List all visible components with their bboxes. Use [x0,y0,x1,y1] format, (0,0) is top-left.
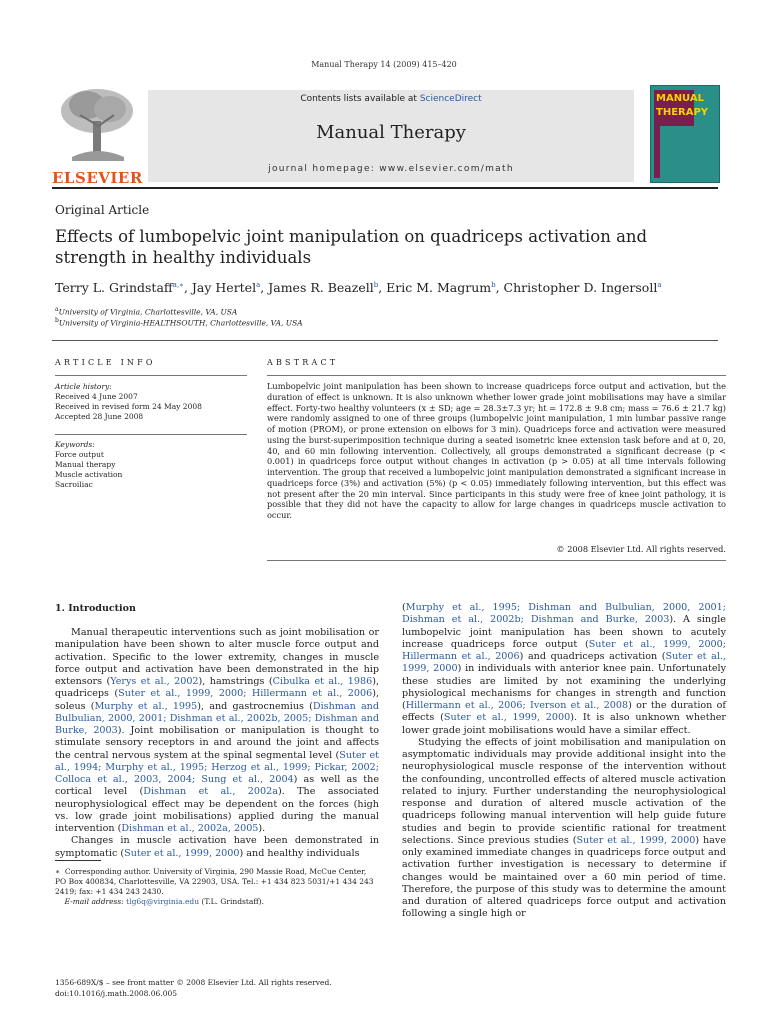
history-item: Accepted 28 June 2008 [55,412,144,421]
author[interactable]: Terry L. Grindstaff [55,280,173,295]
body-text: ) as well as the cortical level ( [55,774,379,798]
body-text: ), soleus ( [55,688,379,712]
body-text: ) in individuals with anterior knee pain. Unfortunately these studies are limited by not examining the underlying physiological mechanisms for changes in strength and function ( [402,663,726,711]
doi-line[interactable]: doi:10.1016/j.math.2008.06.005 [55,989,178,998]
history-item: Received 4 June 2007 [55,392,138,401]
paragraph [402,737,726,921]
history-item: Received in revised form 24 May 2008 [55,402,202,411]
elsevier-logo [52,85,142,185]
body-text: ( [402,602,406,613]
history-label: Article history: [55,382,112,391]
keywords-label: Keywords: [55,440,95,449]
citation-link[interactable]: Dishman and Bulbulian, 2000, 2001; Dishman et al., 2002b, 2005; Dishman and Burke, 2003 [55,700,379,736]
abstract-copyright: © 2008 Elsevier Ltd. All rights reserved. [556,544,726,554]
citation-link[interactable]: Suter et al., 1999, 2000 [576,834,696,846]
contents-prefix: Contents lists available at [300,94,420,104]
author[interactable]: Christopher D. Ingersoll [503,280,658,295]
abstract-text: Lumbopelvic joint manipulation has been shown to increase quadriceps force output and activation, but the duration of effect is unknown. It is also unknown whether lower grade joint mobilisations may have a similar effect. Forty-two healthy volunteers (x ± SD; age = 28.3±7.3 yr; ht = 172.8 ± 9.8 cm; mass = 76.6 ± 21.7 kg) were randomly assigned to one of three groups (lumbopelvic joint manipulation, 1 min lumbar passive range of motion (PROM), or prone extension on elbows for 3 min). Quadriceps force and activation were measured using the burst-superimposition technique during a seated isometric knee extension task before and at 0, 20, 40, and 60 min following intervention. Collectively, all groups demonstrated a significant decrease (p < 0.001) in quadriceps force output without changes in activation (p > 0.05) at all time intervals following intervention. The group that received a lumbopelvic joint manipulation demonstrated a significant increase in quadriceps force (3%) and activation (5%) (p < 0.05) immediately following intervention, but this effect was not present after the 20 min interval. Since participants in this study were free of knee joint pathology, it is possible that they did not have the capacity to allow for large changes in quadriceps muscle activation to occur. [267,381,726,520]
abstract-end-divider [267,560,726,561]
section-heading-introduction: 1. Introduction [55,603,136,614]
corresponding-author-note: ∗ Corresponding author. University of Virginia, 290 Massie Road, McCue Center, PO Box 400834, Charlottesville, VA 22903, USA. Tel.: +1 434 823 5031/+1 434 243 2419; fax: +1 434 243 2430. E-mail address: tlg6q@virginia.edu (T.L. Grindstaff). [55,867,374,906]
sciencedirect-link[interactable]: ScienceDirect [419,94,482,104]
tree-icon [52,85,142,163]
body-text: ). A single lumbopelvic joint manipulation has been shown to acutely increase quadriceps force output ( [402,614,726,650]
author-list: Terry L. Grindstaff$^{a,∗}$, Jay Hertel$^a$, James R. Beazell$^b$, Eric M. Magrum$^b$, Christopher D. Ingersoll$^a$ [55,280,662,295]
paragraph [402,602,726,737]
body-text: Studying the effects of joint mobilisation and manipulation on asymptomatic individuals may provide additional insight into the neurophysiological muscle response of the intervention without the confounding, uncontrolled effects of altered muscle activation related to injury. Further understanding the neurophysiological response and duration of altered muscle activation of the quadriceps following manual intervention will help guide future studies and begin to provide scientific rational for treatment selections. Since previous studies ( [402,736,726,846]
citation-link[interactable]: Cibulka et al., 1986 [272,676,373,687]
journal-homepage[interactable]: journal homepage: www.elsevier.com/math [268,164,514,174]
journal-title: Manual Therapy [316,122,466,143]
citation-link[interactable]: Suter et al., 1999, 2000; Hillermann et al., 2006 [402,638,726,662]
article-history [55,382,202,422]
citation-link[interactable]: Suter et al., 1999, 2000; Hillermann et al., 2006 [118,688,373,700]
citation-link[interactable]: Yerys et al., 2002 [110,676,199,687]
email-link[interactable]: tlg6q@virginia.edu [126,897,200,906]
body-text: ) or the duration of effects ( [402,700,726,724]
keyword[interactable]: Force output [55,450,104,459]
citation-link[interactable]: Hillermann et al., 2006; Iverson et al., 2008 [405,700,629,711]
citation-link[interactable]: Murphy et al., 1995 [94,700,198,712]
info-divider [55,434,247,435]
body-text: ), hamstrings ( [198,676,273,687]
contents-line [148,94,634,104]
citation-link[interactable]: Dishman et al., 2002a, 2005 [121,823,259,834]
body-text: ) and quadriceps activation ( [519,651,666,662]
cover-strip [654,126,660,178]
footnote-rule [55,860,101,861]
citation-link[interactable]: Dishman et al., 2002a [143,786,278,798]
body-text: Manual therapeutic interventions such as joint mobilisation or manipulation have been shown to alter muscle force output and activation. Specific to the lower extremity, changes in muscle force output and activation have been demonstrated in the hip extensors ( [55,627,379,687]
citation-link[interactable]: Suter et al., 1994; Murphy et al., 1995; Herzog et al., 1999; Pickar, 2002; Colloca et al., 2003, 2004; Sung et al., 2004 [55,749,379,785]
body-text: ) have only examined immediate changes in quadriceps force output and activation further investigation is necessary to determine if changes would be maintained over a 60 min period of time. Therefore, the purpose of this study was to determine the amount and duration of altered quadriceps force output and activation following a single high or [402,834,726,920]
left-column [55,627,379,860]
body-text: ). It is also unknown whether lower grade joint mobilisations would have a similar effect. [402,712,727,736]
body-text: ). Joint mobilisation or manipulation is thought to stimulate sensory receptors in and around the joint and affects the central nervous system at the spinal segmental level ( [55,725,379,761]
keyword[interactable]: Sacroiliac [55,480,93,489]
cover-title: MANUAL THERAPY [654,90,694,126]
publisher-name: ELSEVIER [52,169,143,187]
info-divider [55,375,247,376]
citation-link[interactable]: Suter et al., 1999, 2000 [124,847,240,859]
section-divider [52,340,718,341]
article-title: Effects of lumbopelvic joint manipulation on quadriceps activation and strength in healthy individuals [55,227,648,267]
author[interactable]: James R. Beazell [268,280,374,295]
body-text: ). [258,823,266,834]
author-affiliation-mark[interactable]: b [373,280,379,289]
journal-cover [650,85,720,183]
keyword[interactable]: Manual therapy [55,460,116,469]
body-text: Changes in muscle activation have been demonstrated in symptomatic ( [55,835,379,859]
journal-header-band [148,90,634,182]
abstract-divider [267,375,726,376]
abstract-heading: ABSTRACT [267,358,339,367]
body-text: ) and healthy individuals [239,847,360,859]
citation-link[interactable]: Suter et al., 1999, 2000 [443,712,571,724]
citation-link[interactable]: Murphy et al., 1995; Dishman and Bulbulian, 2000, 2001; Dishman et al., 2002b; Dishman and Burke, 2003 [402,602,726,626]
body-text: ), and gastrocnemius ( [197,700,313,712]
article-info-heading: ARTICLE INFO [55,358,156,367]
affiliation: $^b$University of Virginia-HEALTHSOUTH, Charlottesville, VA, USA [55,317,303,328]
journal-citation: Manual Therapy 14 (2009) 415–420 [311,60,457,69]
author[interactable]: Eric M. Magrum [386,280,492,295]
keywords [55,440,122,490]
article-type: Original Article [55,203,150,217]
paragraph [55,627,379,835]
author[interactable]: Jay Hertel [191,280,257,295]
paragraph [55,835,379,860]
right-column [402,602,726,921]
issn-line: 1356-689X/$ – see front matter © 2008 Elsevier Ltd. All rights reserved. [55,978,332,987]
body-text: ), quadriceps ( [55,676,379,700]
author-affiliation-mark[interactable]: a,∗ [172,280,184,289]
citation-link[interactable]: Suter et al., 1999, 2000 [402,651,726,675]
header-divider [52,187,718,189]
author-affiliation-mark[interactable]: a [256,280,261,289]
affiliation: $^a$University of Virginia, Charlottesville, VA, USA [55,306,238,317]
author-affiliation-mark[interactable]: a [657,280,662,289]
body-text: ). The associated neurophysiological effect may be dependent on the forces (high vs. low grade joint mobilisations) applied during the manual intervention ( [55,786,380,834]
author-affiliation-mark[interactable]: b [491,280,496,289]
keyword[interactable]: Muscle activation [55,470,123,479]
